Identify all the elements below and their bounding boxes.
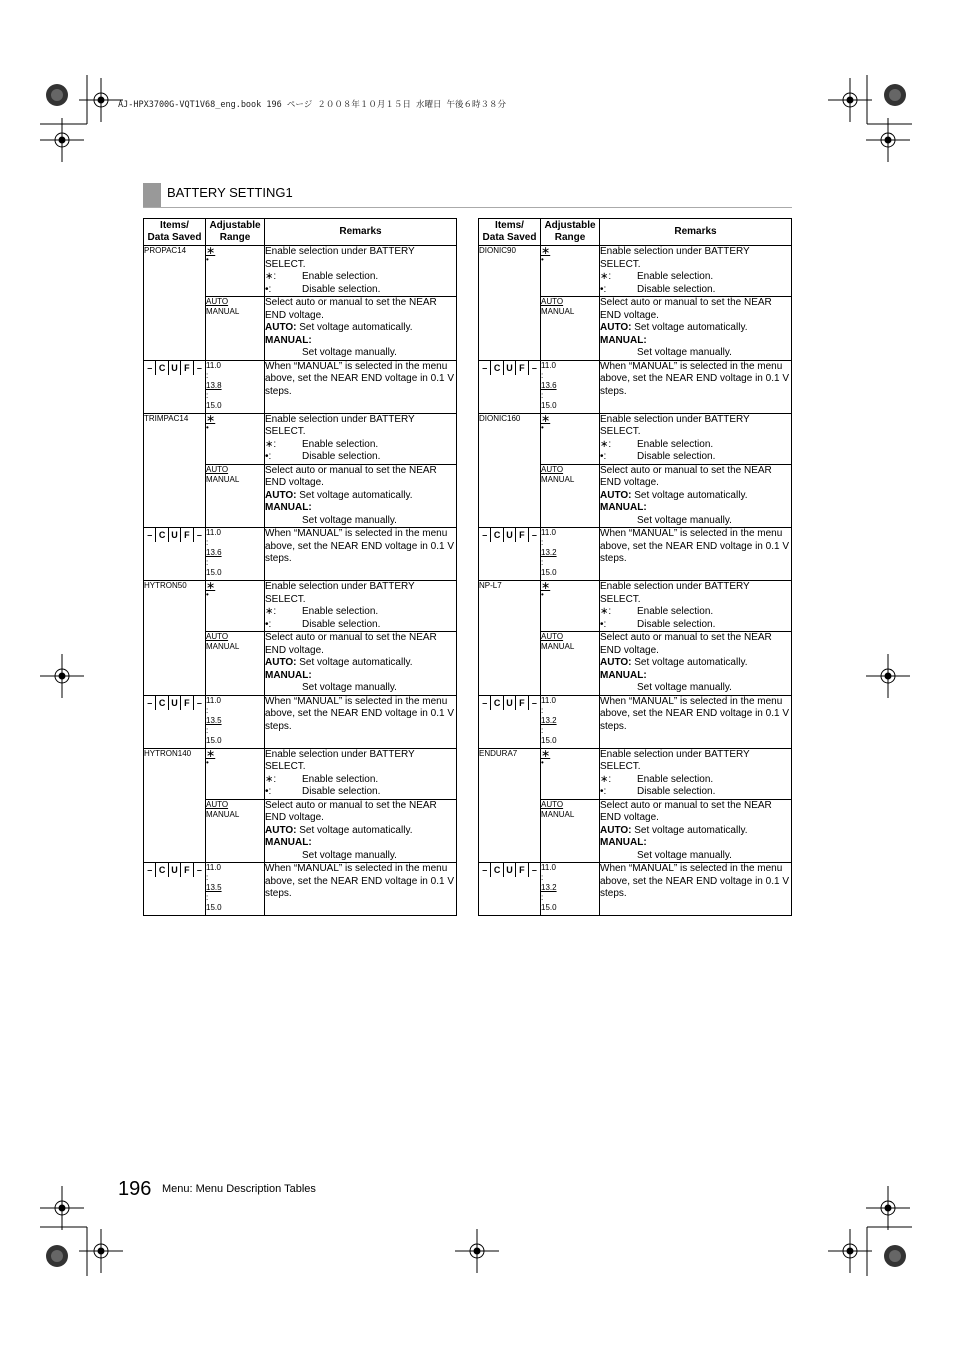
remark-select: Enable selection under BATTERY SELECT. ∗: Enable selection. •: Disable selection. bbox=[600, 581, 792, 632]
flag-cell: C bbox=[156, 361, 168, 375]
manual-option: MANUAL bbox=[541, 474, 575, 484]
flag-cell: F bbox=[181, 528, 193, 542]
star-option: ∗ bbox=[541, 747, 551, 760]
manual-option: MANUAL bbox=[206, 474, 240, 484]
flag-cell: F bbox=[516, 528, 528, 542]
item-name: DIONIC160 bbox=[479, 413, 541, 528]
remark-voltage: When “MANUAL” is selected in the menu above, set the NEAR END voltage in 0.1 V steps. bbox=[265, 360, 457, 413]
flag-cell: U bbox=[504, 696, 516, 710]
star-option: ∗ bbox=[206, 245, 216, 257]
flag-cell: – bbox=[196, 530, 202, 540]
flag-cell: C bbox=[156, 696, 168, 710]
flag-cell: – bbox=[144, 528, 156, 542]
flag-cell: U bbox=[504, 528, 516, 542]
flag-cell: – bbox=[531, 697, 537, 708]
default-voltage: 13.8 bbox=[206, 380, 222, 390]
auto-option: AUTO bbox=[206, 799, 229, 809]
remark-mode: Select auto or manual to set the NEAR END voltage. AUTO: Set voltage automatically. MANUAL: Set voltage manually. bbox=[600, 632, 792, 696]
remark-mode: Select auto or manual to set the NEAR END voltage. AUTO: Set voltage automatically. MANUAL: Set voltage manually. bbox=[600, 297, 792, 361]
remark-voltage: When “MANUAL” is selected in the menu above, set the NEAR END voltage in 0.1 V steps. bbox=[600, 360, 792, 413]
header-range: Adjustable Range bbox=[541, 219, 600, 246]
dot-option: • bbox=[541, 422, 544, 432]
flag-cell: F bbox=[181, 361, 193, 375]
header-remarks: Remarks bbox=[600, 219, 792, 246]
item-name: HYTRON140 bbox=[144, 748, 206, 863]
flag-cell: C bbox=[491, 528, 503, 542]
crosshair-icon bbox=[79, 1229, 123, 1273]
manual-option: MANUAL bbox=[206, 642, 240, 651]
default-voltage: 13.2 bbox=[541, 883, 557, 892]
remark-mode: Select auto or manual to set the NEAR END voltage. AUTO: Set voltage automatically. MANUAL: Set voltage manually. bbox=[265, 799, 457, 863]
manual-option: MANUAL bbox=[541, 307, 575, 316]
remark-voltage: When “MANUAL” is selected in the menu above, set the NEAR END voltage in 0.1 V steps. bbox=[600, 528, 792, 581]
header-items: Items/ Data Saved bbox=[479, 219, 541, 246]
flag-cell: – bbox=[144, 361, 156, 375]
crosshair-icon bbox=[866, 1186, 910, 1230]
page-number: 196 bbox=[118, 1178, 152, 1200]
flag-cell: – bbox=[531, 362, 537, 373]
header-remarks: Remarks bbox=[265, 219, 457, 246]
manual-option: MANUAL bbox=[206, 809, 240, 819]
remark-voltage: When “MANUAL” is selected in the menu above, set the NEAR END voltage in 0.1 V steps. bbox=[265, 863, 457, 916]
flag-cell: – bbox=[479, 863, 491, 877]
range-voltage: 11.0 : 13.5 : 15.0 bbox=[206, 695, 265, 748]
range-voltage: 11.0 : 13.2 : 15.0 bbox=[541, 528, 600, 581]
range-voltage: 11.0 : 13.5 : 15.0 bbox=[206, 863, 265, 916]
default-voltage: 13.6 bbox=[541, 380, 557, 390]
remark-select: Enable selection under BATTERY SELECT. ∗: Enable selection. •: Disable selection. bbox=[600, 413, 792, 464]
dot-option: • bbox=[541, 590, 544, 599]
flag-cell: C bbox=[156, 863, 168, 877]
crosshair-icon bbox=[40, 118, 84, 162]
color-target-icon bbox=[884, 1245, 906, 1267]
dot-option: • bbox=[541, 255, 544, 264]
auto-option: AUTO bbox=[206, 297, 229, 306]
star-option: ∗ bbox=[206, 747, 216, 760]
crosshair-icon bbox=[866, 654, 910, 698]
crosshair-icon bbox=[866, 118, 910, 162]
header-items: Items/ Data Saved bbox=[144, 219, 206, 246]
book-header-line: AJ-HPX3700G-VQT1V68_eng.book 196 ページ ２００８年１０月１５日 水曜日 午後６時３８分 bbox=[118, 100, 507, 110]
flag-cell: – bbox=[144, 696, 156, 710]
flag-cell: F bbox=[516, 696, 528, 710]
crop-lines bbox=[40, 75, 912, 1276]
star-option: ∗ bbox=[541, 245, 551, 257]
flag-cell: U bbox=[169, 528, 181, 542]
default-voltage: 13.6 bbox=[206, 548, 222, 557]
item-name: PROPAC14 bbox=[144, 246, 206, 361]
flag-cell: U bbox=[169, 696, 181, 710]
flag-cell: – bbox=[531, 865, 537, 875]
remark-mode: Select auto or manual to set the NEAR END voltage. AUTO: Set voltage automatically. MANUAL: Set voltage manually. bbox=[600, 464, 792, 528]
flag-cell: – bbox=[196, 697, 202, 708]
range-voltage: 11.0 : 13.6 : 15.0 bbox=[541, 360, 600, 413]
remark-voltage: When “MANUAL” is selected in the menu above, set the NEAR END voltage in 0.1 V steps. bbox=[600, 695, 792, 748]
item-name: HYTRON50 bbox=[144, 581, 206, 696]
flag-cell: F bbox=[181, 863, 193, 877]
remark-select: Enable selection under BATTERY SELECT. ∗: Enable selection. •: Disable selection. bbox=[600, 246, 792, 297]
item-name: NP-L7 bbox=[479, 581, 541, 696]
flag-cell: F bbox=[181, 696, 193, 710]
remark-select: Enable selection under BATTERY SELECT. ∗: Enable selection. •: Disable selection. bbox=[265, 748, 457, 799]
remark-mode: Select auto or manual to set the NEAR END voltage. AUTO: Set voltage automatically. MANUAL: Set voltage manually. bbox=[265, 632, 457, 696]
section-title: BATTERY SETTING1 bbox=[167, 185, 293, 200]
flag-cell: U bbox=[504, 863, 516, 877]
manual-option: MANUAL bbox=[541, 809, 575, 819]
crosshair-icon bbox=[40, 1186, 84, 1230]
remark-mode: Select auto or manual to set the NEAR END voltage. AUTO: Set voltage automatically. MANUAL: Set voltage manually. bbox=[265, 297, 457, 361]
flag-cell: C bbox=[491, 696, 503, 710]
range-voltage: 11.0 : 13.2 : 15.0 bbox=[541, 695, 600, 748]
remark-voltage: When “MANUAL” is selected in the menu above, set the NEAR END voltage in 0.1 V steps. bbox=[600, 863, 792, 916]
header-range: Adjustable Range bbox=[206, 219, 265, 246]
auto-option: AUTO bbox=[541, 799, 564, 809]
flag-cell: F bbox=[516, 361, 528, 375]
remark-select: Enable selection under BATTERY SELECT. ∗: Enable selection. •: Disable selection. bbox=[265, 413, 457, 464]
remark-mode: Select auto or manual to set the NEAR END voltage. AUTO: Set voltage automatically. MANUAL: Set voltage manually. bbox=[265, 464, 457, 528]
footer-text: Menu: Menu Description Tables bbox=[162, 1183, 316, 1195]
flag-cell: – bbox=[144, 863, 156, 877]
default-voltage: 13.5 bbox=[206, 715, 222, 725]
star-option: ∗ bbox=[206, 412, 216, 425]
flag-cell: – bbox=[479, 696, 491, 710]
item-name: TRIMPAC14 bbox=[144, 413, 206, 528]
flag-cell: C bbox=[491, 361, 503, 375]
dot-option: • bbox=[206, 590, 209, 599]
star-option: ∗ bbox=[541, 412, 551, 425]
remark-select: Enable selection under BATTERY SELECT. ∗: Enable selection. •: Disable selection. bbox=[265, 581, 457, 632]
remark-select: Enable selection under BATTERY SELECT. ∗: Enable selection. •: Disable selection. bbox=[600, 748, 792, 799]
auto-option: AUTO bbox=[206, 632, 229, 641]
flag-cell: C bbox=[491, 863, 503, 877]
auto-option: AUTO bbox=[541, 464, 564, 474]
flag-cell: U bbox=[504, 361, 516, 375]
remark-mode: Select auto or manual to set the NEAR END voltage. AUTO: Set voltage automatically. MANUAL: Set voltage manually. bbox=[600, 799, 792, 863]
range-voltage: 11.0 : 13.2 : 15.0 bbox=[541, 863, 600, 916]
default-voltage: 13.2 bbox=[541, 548, 557, 557]
item-name: DIONIC90 bbox=[479, 246, 541, 361]
auto-option: AUTO bbox=[541, 632, 564, 641]
flag-cell: C bbox=[156, 528, 168, 542]
flag-cell: U bbox=[169, 361, 181, 375]
manual-option: MANUAL bbox=[206, 307, 240, 316]
color-target-icon bbox=[884, 84, 906, 106]
color-target-icon bbox=[46, 1245, 68, 1267]
dot-option: • bbox=[206, 422, 209, 432]
range-voltage: 11.0 : 13.6 : 15.0 bbox=[206, 528, 265, 581]
auto-option: AUTO bbox=[206, 464, 229, 474]
flag-cell: – bbox=[479, 528, 491, 542]
crosshair-icon bbox=[79, 78, 123, 122]
flag-cell: – bbox=[196, 362, 202, 373]
crosshair-icon bbox=[828, 78, 872, 122]
dot-option: • bbox=[541, 757, 544, 767]
flag-cell: – bbox=[479, 361, 491, 375]
flag-cell: – bbox=[531, 530, 537, 540]
range-voltage: 11.0 : 13.8 : 15.0 bbox=[206, 360, 265, 413]
crosshair-icon bbox=[455, 1229, 499, 1273]
remark-voltage: When “MANUAL” is selected in the menu above, set the NEAR END voltage in 0.1 V steps. bbox=[265, 695, 457, 748]
crosshair-icon bbox=[828, 1229, 872, 1273]
crosshair-icon bbox=[40, 654, 84, 698]
default-voltage: 13.5 bbox=[206, 883, 222, 892]
flag-cell: – bbox=[196, 865, 202, 875]
flag-cell: F bbox=[516, 863, 528, 877]
star-option: ∗ bbox=[206, 580, 216, 592]
color-target-icon bbox=[46, 84, 68, 106]
dot-option: • bbox=[206, 757, 209, 767]
item-name: ENDURA7 bbox=[479, 748, 541, 863]
star-option: ∗ bbox=[541, 580, 551, 592]
default-voltage: 13.2 bbox=[541, 715, 557, 725]
auto-option: AUTO bbox=[541, 297, 564, 306]
dot-option: • bbox=[206, 255, 209, 264]
flag-cell: U bbox=[169, 863, 181, 877]
remark-voltage: When “MANUAL” is selected in the menu above, set the NEAR END voltage in 0.1 V steps. bbox=[265, 528, 457, 581]
remark-select: Enable selection under BATTERY SELECT. ∗: Enable selection. •: Disable selection. bbox=[265, 246, 457, 297]
manual-option: MANUAL bbox=[541, 642, 575, 651]
